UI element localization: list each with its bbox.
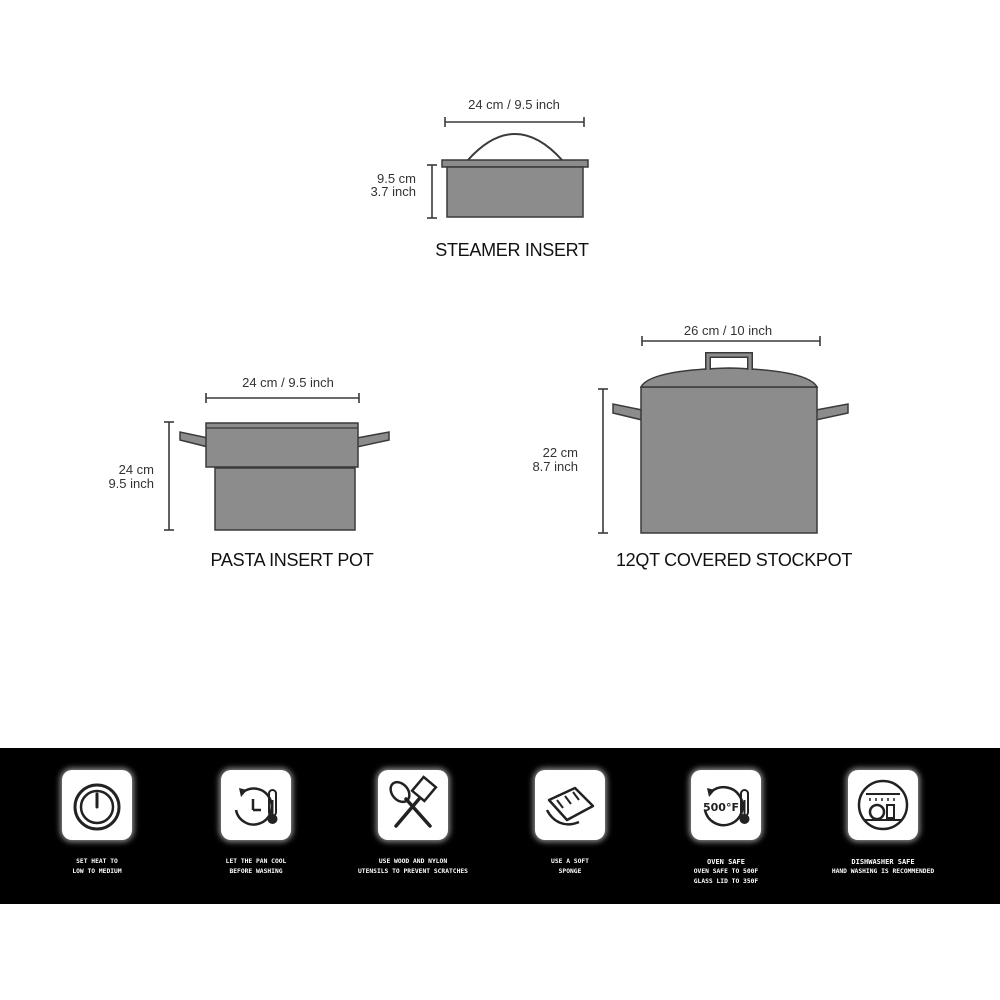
care-caption-line: LOW TO MEDIUM [72,868,122,875]
sponge-hand-icon [535,770,605,840]
care-item-cool [181,770,331,900]
stockpot-height-dimension-line [598,389,608,533]
care-caption-line: BEFORE WASHING [229,868,283,875]
stockpot-height-inch-text: 8.7 inch [532,459,578,474]
care-caption-line: SPONGE [558,868,582,875]
care-item-utensils [338,770,488,900]
pasta-height-dimension-line [164,422,174,530]
steamer-width-text: 24 cm / 9.5 inch [468,97,560,112]
care-caption-title: OVEN SAFE [707,858,745,866]
steamer-height-dimension-line [427,165,437,218]
oven-temperature-badge: 500°F [703,801,739,814]
stockpot-label: 12QT COVERED STOCKPOT [615,550,853,570]
care-item-sponge [495,770,645,900]
dishwasher-icon [848,770,918,840]
care-caption-line: SET HEAT TO [76,858,118,865]
pasta-insert-pot-label: PASTA INSERT POT [210,550,374,570]
steamer-height-cm-text: 9.5 cm [376,171,416,186]
care-item-dishwasher [808,770,958,900]
care-item-oven [651,770,801,900]
pasta-insert-pot-drawing [180,423,389,530]
clock-thermometer-icon [221,770,291,840]
stockpot-width-text: 26 cm / 10 inch [683,323,773,338]
stockpot-height-cm-text: 22 cm [542,445,578,460]
oven-temperature-icon [691,770,761,840]
care-caption-line: USE A SOFT [551,858,589,865]
care-caption-line: LET THE PAN COOL [225,858,287,865]
care-caption-line: USE WOOD AND NYLON [378,858,448,865]
care-caption-line: HAND WASHING IS RECOMMENDED [831,868,935,875]
stove-knob-icon [62,770,132,840]
care-caption-line: UTENSILS TO PREVENT SCRATCHES [358,868,468,875]
spoon-spatula-icon [378,770,448,840]
steamer-width-dimension-line [445,117,584,127]
care-item-heat [22,770,172,900]
steamer-height-inch-text: 3.7 inch [370,184,416,199]
pasta-width-dimension-line [206,393,359,403]
care-caption-title: DISHWASHER SAFE [851,858,915,866]
care-caption-line: GLASS LID TO 350F [693,878,759,885]
care-instructions-band [0,748,1000,904]
care-caption-line: OVEN SAFE TO 500F [693,868,759,875]
pasta-height-cm-text: 24 cm [118,462,154,477]
steamer-insert-drawing [442,134,588,217]
steamer-insert-label: STEAMER INSERT [435,240,589,260]
stockpot-drawing [613,355,848,533]
pasta-width-text: 24 cm / 9.5 inch [242,375,334,390]
pasta-height-inch-text: 9.5 inch [108,476,154,491]
